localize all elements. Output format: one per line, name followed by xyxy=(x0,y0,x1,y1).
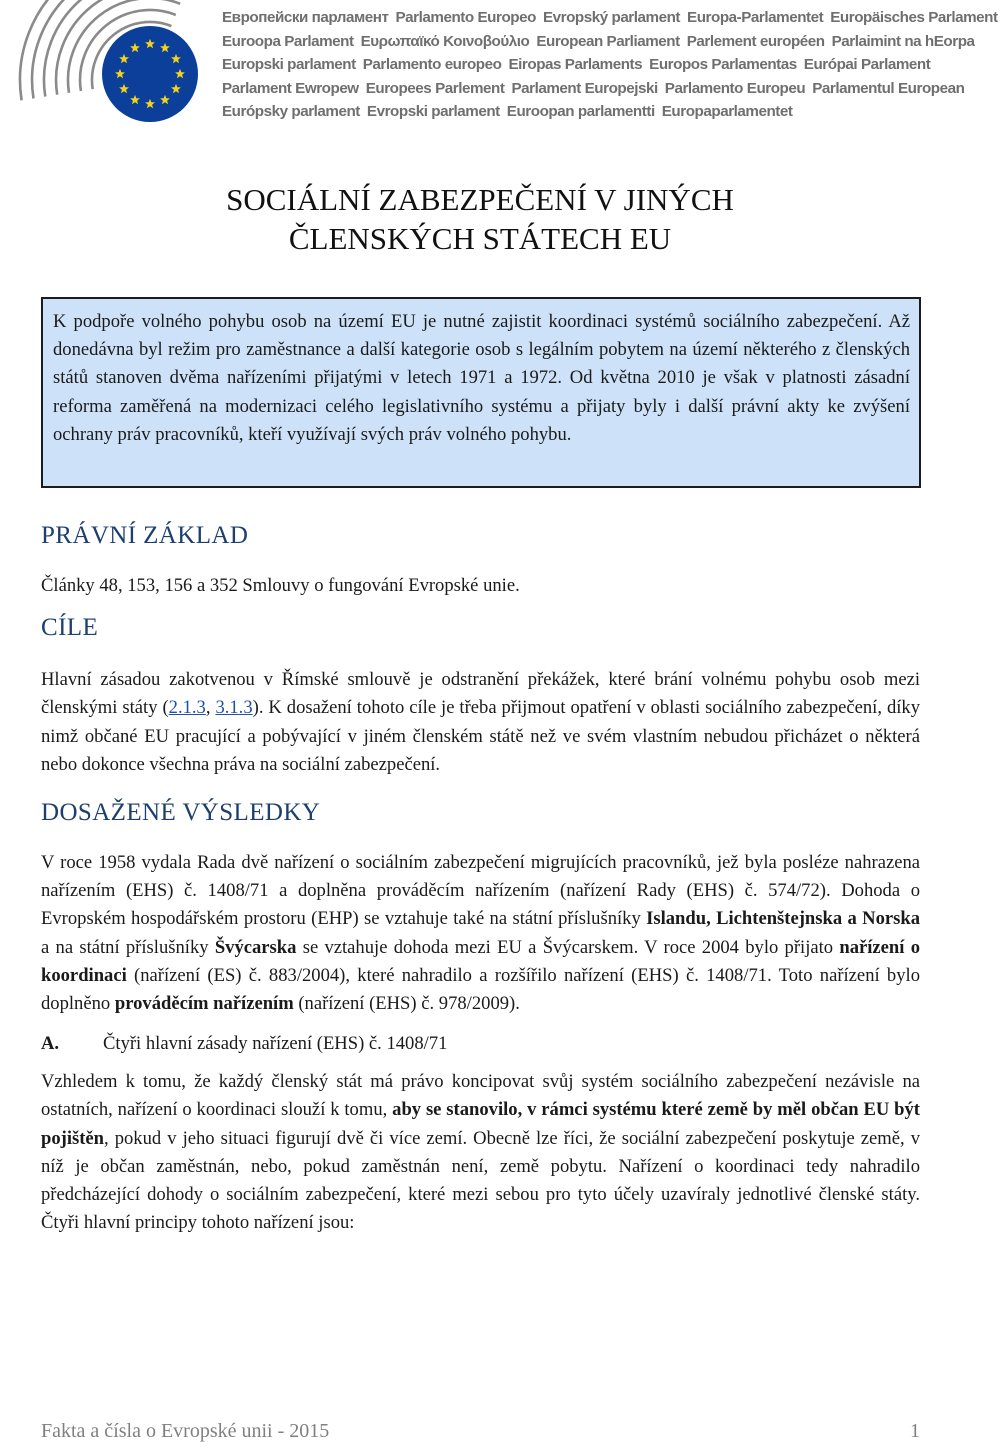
results-paragraph xyxy=(41,849,920,1018)
bold-run: aby se stanovilo, v rámci systému které země by měl občan EU být pojištěn xyxy=(41,1099,920,1149)
parliament-name: European Parliament xyxy=(536,32,680,50)
parliament-name: Parlament Europejski xyxy=(511,79,658,97)
heading-legal-basis: PRÁVNÍ ZÁKLAD xyxy=(41,522,249,549)
parliament-name: Европейски парламент xyxy=(222,9,389,26)
objectives-paragraph xyxy=(41,666,920,779)
parliament-name: Europaparlamentet xyxy=(661,103,793,121)
text-run: V roce 1958 vydala Rada dvě nařízení o sociálním zabezpečení migrujících pracovníků, jež byla posléze nahrazena nařízením (EHS) č. 1408/71 a doplněna prováděcím nařízením (nařízení Rady (EHS) č. 574/72). Dohoda o Evropském hospodářském prostoru (EHP) se vztahuje také na státní příslušníky xyxy=(41,852,920,930)
parliament-name: Europäisches Parlament xyxy=(830,9,998,26)
parliament-names-line xyxy=(222,6,998,30)
parliament-names-line xyxy=(222,77,965,101)
abstract-sentence: K podpoře volného pohybu osob na území EU je nutné zajistit koordinaci systémů sociálního zabezpečení. xyxy=(53,311,889,332)
parliament-name: Europees Parlement xyxy=(365,79,505,97)
text-run: a na státní příslušníky xyxy=(41,936,215,958)
parliament-names-line xyxy=(222,100,957,124)
parliament-name: Európai Parlament xyxy=(803,56,931,74)
parliament-name: Eiropas Parlaments xyxy=(508,56,643,74)
parliament-name: Parlaimint na hEorpa xyxy=(831,32,975,50)
subsection-a-paragraph xyxy=(41,1068,920,1237)
parliament-name: Evropski parlament xyxy=(366,103,500,121)
text-run: se vztahuje dohoda mezi EU a Švýcarskem. V roce 2004 bylo přijato xyxy=(296,936,840,958)
parliament-name: Parlement européen xyxy=(686,32,825,50)
page-footer xyxy=(41,1418,920,1444)
text-run: , xyxy=(205,697,216,719)
legal-basis-text: Články 48, 153, 156 a 352 Smlouvy o fungování Evropské unie. xyxy=(41,575,520,596)
page-title-line: SOCIÁLNÍ ZABEZPEČENÍ V JINÝCH xyxy=(226,182,734,217)
subsection-a-heading xyxy=(41,1030,920,1058)
subsection-letter: A. xyxy=(41,1033,60,1055)
bold-run: prováděcím nařízením xyxy=(114,993,294,1015)
bold-run: Švýcarska xyxy=(214,936,297,958)
text-run: (nařízení (ES) č. 883/2004), které nahradilo a rozšířilo nařízení (EHS) č. 1408/71. Toto nařízení bylo doplněno xyxy=(41,964,920,1015)
parliament-name: Europos Parlamentas xyxy=(649,56,797,74)
parliament-names xyxy=(222,6,998,124)
parliament-name: Parlamento Europeu xyxy=(664,79,806,97)
abstract-sentence: Až donedávna byl režim pro zaměstnance a další kategorie osob s legálním pobytem na území některého z členských států stanoven dvěma nařízeními přijatými v letech 1971 a 1972. xyxy=(53,311,910,389)
european-parliament-logo xyxy=(0,0,212,132)
page-title-line: ČLENSKÝCH STÁTECH EU xyxy=(288,221,672,256)
parliament-name: Parlamento Europeo xyxy=(395,9,536,26)
abstract-sentence: Od května 2010 je však v platnosti zásadní reforma zaměřená na modernizaci celého legislativního systému a přijaty byly i další právní akty ke zvýšení ochrany práv pracovníků, kteří využívají svých práv volného pohybu. xyxy=(53,367,911,445)
footer-source: Fakta a čísla o Evropské unii - 2015 xyxy=(41,1420,330,1442)
page-title xyxy=(0,180,960,258)
text-run: Hlavní zásadou zakotvenou v Římské smlouvě je odstranění překážek, které brání volnému pohybu osob mezi členskými státy ( xyxy=(41,669,920,719)
text-run: (nařízení (EHS) č. 978/2009). xyxy=(293,993,520,1015)
parliament-name: Euroopan parlamentti xyxy=(506,103,655,121)
heading-results: DOSAŽENÉ VÝSLEDKY xyxy=(41,799,321,827)
parliament-names-line xyxy=(222,30,975,54)
page-header xyxy=(0,0,998,132)
text-run: Vzhledem k tomu, že každý členský stát má právo koncipovat svůj systém sociálního zabezpečení nezávisle na ostatních, nařízení o koordinaci slouží k tomu, xyxy=(41,1071,920,1121)
parliament-name: Europa-Parlamentet xyxy=(687,9,824,26)
parliament-name: Evropský parlament xyxy=(542,9,681,26)
parliament-name: Parlament Ewropew xyxy=(222,79,359,97)
page-number: 1 xyxy=(910,1420,920,1442)
subsection-title: Čtyři hlavní zásady nařízení (EHS) č. 1408/71 xyxy=(103,1033,448,1055)
text-run: , pokud v jeho situaci figurují dvě či více zemí. Obecně lze říci, že sociální zabezpečení poskytuje země, v níž je občan zaměstnán, nebo, pokud zaměstnán není, země pobytu. Nařízení o koordinaci tedy nahradilo předcházející dohody o sociálním zabezpečení, které mezi sebou pro tyto účely uzavíraly jednotlivé členské státy. Čtyři hlavní principy tohoto nařízení jsou: xyxy=(41,1127,920,1234)
parliament-name: Parlamentul European xyxy=(812,79,965,97)
heading-objectives: CÍLE xyxy=(41,614,99,642)
link-2-1-3[interactable]: 2.1.3 xyxy=(168,697,206,719)
parliament-name: Ευρωπαϊκό Κοινοβούλιο xyxy=(360,32,530,50)
bold-run: nařízení o koordinaci xyxy=(41,936,921,986)
bold-run: Islandu, Lichtenštejnska a Norska xyxy=(646,908,920,930)
parliament-name: Europski parlament xyxy=(222,56,356,74)
parliament-name: Euroopa Parlament xyxy=(222,32,354,50)
text-run: ). K dosažení tohoto cíle je třeba přijmout opatření v oblasti sociálního zabezpečení, díky nimž občané EU pracující a pobývající v jiném členském státě než ve svém vlastním nebudou přicházet o některá nebo dokonce všechna práva na sociální zabezpečení. xyxy=(41,697,921,775)
abstract-box xyxy=(41,297,921,488)
link-3-1-3[interactable]: 3.1.3 xyxy=(215,697,253,719)
parliament-name: Parlamento europeo xyxy=(362,56,502,74)
parliament-names-line xyxy=(222,53,957,77)
article-body xyxy=(41,520,920,1237)
parliament-name: Európsky parlament xyxy=(222,103,360,121)
